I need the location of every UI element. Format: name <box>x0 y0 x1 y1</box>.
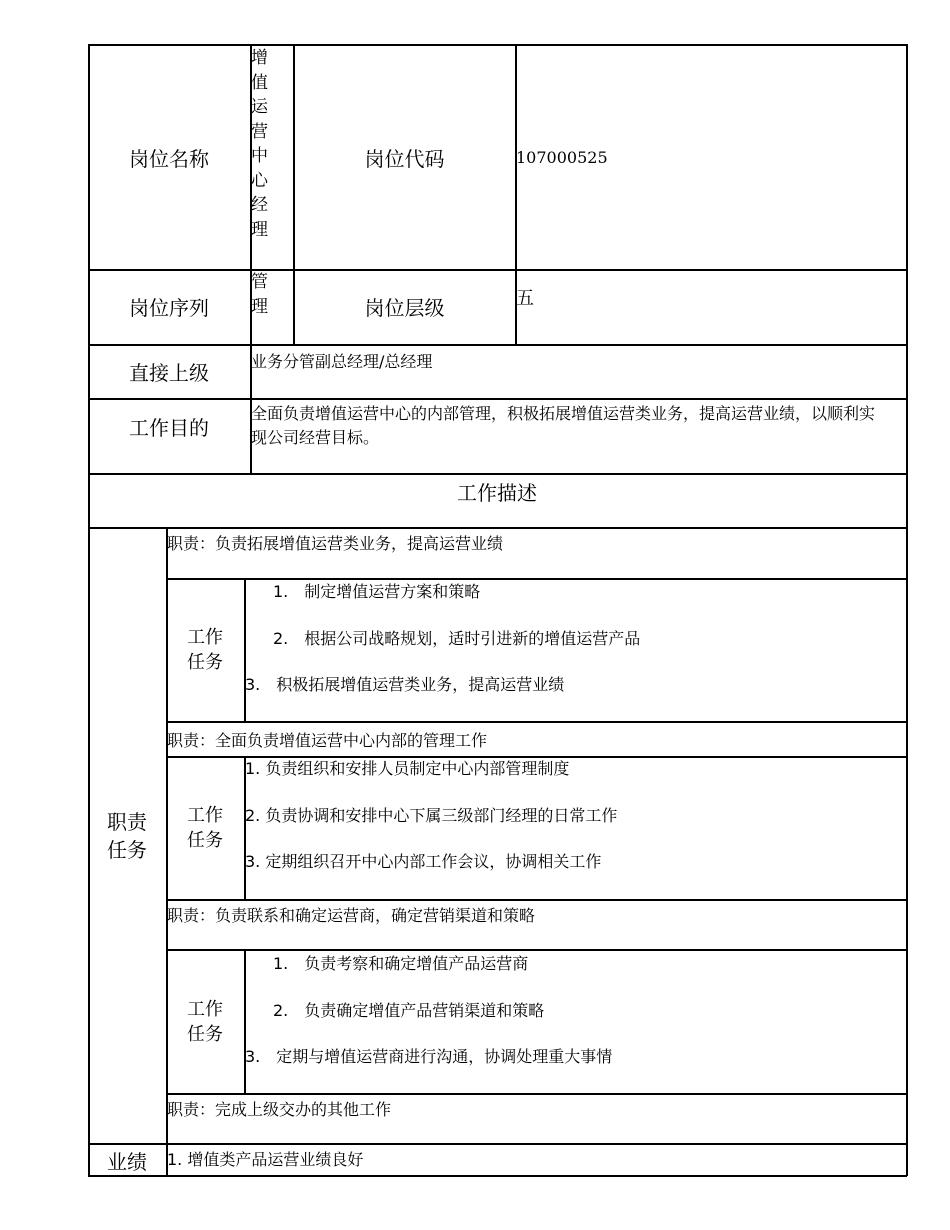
table-divider <box>244 756 246 900</box>
performance-label: 业绩 <box>107 1149 147 1174</box>
task-item: 1. 负责考察和确定增值产品运营商 <box>273 954 529 973</box>
table-divider <box>166 578 907 580</box>
task-item: 3. 积极拓展增值运营类业务，提高运营业绩 <box>245 675 565 694</box>
task-item: 2. 根据公司战略规划，适时引进新的增值运营产品 <box>273 628 641 648</box>
table-divider <box>244 949 246 1094</box>
position-name-label: 岗位名称 <box>129 146 209 171</box>
table-divider <box>166 899 907 901</box>
table-divider <box>88 527 907 529</box>
table-border <box>88 44 90 1176</box>
position-series-value: 管理 <box>251 272 268 317</box>
task-item: 2. 负责确定增值产品营销渠道和策略 <box>273 1000 545 1020</box>
purpose-label: 工作目的 <box>129 416 209 440</box>
table-divider <box>166 1093 907 1095</box>
duty-title: 职责：全面负责增值运营中心内部的管理工作 <box>167 731 488 750</box>
table-border <box>88 44 907 46</box>
task-item: 3. 定期与增值运营商进行沟通，协调处理重大事情 <box>245 1047 613 1066</box>
position-level-value: 五 <box>516 287 534 309</box>
superior-label: 直接上级 <box>129 361 209 385</box>
table-divider <box>293 44 295 345</box>
table-divider <box>166 756 907 758</box>
description-title: 工作描述 <box>457 480 537 505</box>
table-divider <box>166 527 168 1176</box>
position-code-label: 岗位代码 <box>364 146 445 171</box>
table-divider <box>244 578 246 722</box>
task-list <box>245 569 900 719</box>
duty-title: 职责：完成上级交办的其他工作 <box>167 1100 392 1119</box>
table-divider <box>88 1143 907 1145</box>
purpose-value: 全面负责增值运营中心的内部管理，积极拓展增值运营类业务，提高运营业绩，以顺利实现公司经营目标。 <box>251 404 876 447</box>
task-label: 工作任务 <box>187 626 223 673</box>
position-level-label: 岗位层级 <box>364 296 445 320</box>
position-code-value: 107000525 <box>516 147 608 167</box>
task-label: 工作任务 <box>187 804 223 851</box>
table-divider <box>88 473 907 475</box>
position-name-value: 增值运营中心经理 <box>251 48 268 240</box>
task-list <box>245 746 900 896</box>
table-divider <box>166 721 907 723</box>
task-list <box>245 941 900 1091</box>
duty-title: 职责：负责联系和确定运营商，确定营销渠道和策略 <box>167 906 536 925</box>
table-divider <box>88 398 907 400</box>
table-divider <box>250 44 252 474</box>
table-divider <box>88 344 907 346</box>
table-divider <box>166 949 907 951</box>
superior-value: 业务分管副总经理/总经理 <box>251 352 433 371</box>
position-series-label: 岗位序列 <box>129 296 209 320</box>
task-item: 1. 负责组织和安排人员制定中心内部管理制度 <box>245 759 570 778</box>
duties-label: 职责任务 <box>107 810 147 862</box>
table-border <box>906 44 908 1176</box>
duty-title: 职责：负责拓展增值运营类业务，提高运营业绩 <box>167 534 504 553</box>
task-label: 工作任务 <box>187 998 223 1045</box>
performance-item: 1. 增值类产品运营业绩良好 <box>167 1150 364 1169</box>
task-item: 1. 制定增值运营方案和策略 <box>273 582 481 601</box>
table-border <box>88 1175 907 1177</box>
task-item: 2. 负责协调和安排中心下属三级部门经理的日常工作 <box>245 805 618 825</box>
table-divider <box>515 44 517 345</box>
table-divider <box>88 269 907 271</box>
task-item: 3. 定期组织召开中心内部工作会议，协调相关工作 <box>245 852 602 871</box>
